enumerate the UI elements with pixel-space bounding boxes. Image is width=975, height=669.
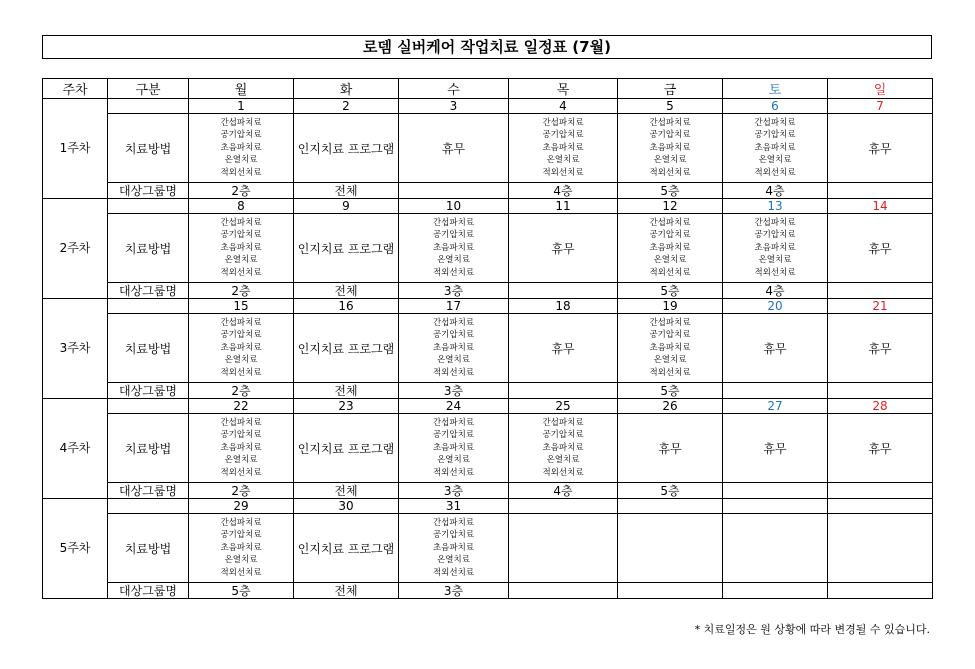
date-cell: 11	[509, 199, 618, 214]
therapy-item: 온열치료	[653, 255, 687, 266]
date-cell	[618, 499, 723, 514]
method-row-label: 치료방법	[108, 114, 189, 183]
footnote: * 치료일정은 원 상황에 따라 변경될 수 있습니다.	[694, 623, 930, 636]
rest-day: 휴무	[763, 441, 787, 456]
header-day-mon: 월	[189, 79, 294, 99]
method-row-label: 치료방법	[108, 314, 189, 383]
group-row-label: 대상그룹명	[108, 483, 189, 499]
cognitive-program: 인지치료 프로그램	[297, 541, 395, 556]
therapy-item: 초음파치료	[649, 242, 691, 253]
therapy-item: 초음파치료	[754, 142, 796, 153]
method-cell	[723, 414, 828, 483]
date-cell: 6	[723, 99, 828, 114]
rest-day: 휴무	[441, 141, 466, 156]
method-cell	[723, 214, 828, 283]
therapy-item: 온열치료	[224, 155, 258, 166]
method-cell	[189, 514, 294, 583]
date-cell: 29	[189, 499, 294, 514]
physical-therapy-list	[618, 317, 722, 379]
therapy-item: 공기압치료	[220, 530, 262, 541]
header-day-thu: 목	[509, 79, 618, 99]
therapy-item: 온열치료	[653, 355, 687, 366]
week-label: 5주차	[43, 499, 108, 599]
therapy-item: 초음파치료	[542, 442, 584, 453]
date-cell: 22	[189, 399, 294, 414]
therapy-item: 적외선치료	[432, 567, 475, 578]
therapy-item: 간섭파치료	[649, 117, 691, 128]
therapy-item: 온열치료	[437, 455, 470, 466]
therapy-item: 간섭파치료	[432, 517, 475, 528]
header-day-sun: 일	[828, 79, 933, 99]
physical-therapy-list	[399, 417, 508, 479]
group-row	[43, 283, 933, 299]
therapy-item: 적외선치료	[220, 167, 262, 178]
date-cell: 16	[294, 299, 399, 314]
method-cell	[509, 114, 618, 183]
group-cell	[828, 283, 933, 299]
group-cell: 전체	[294, 483, 399, 499]
therapy-item: 온열치료	[758, 155, 792, 166]
group-cell	[399, 183, 509, 199]
group-cell: 3층	[399, 283, 509, 299]
therapy-item: 간섭파치료	[432, 317, 475, 328]
method-cell	[189, 314, 294, 383]
method-cell	[189, 214, 294, 283]
date-cell	[723, 499, 828, 514]
method-cell	[399, 314, 509, 383]
date-cell: 25	[509, 399, 618, 414]
group-cell: 4층	[723, 283, 828, 299]
method-row	[43, 414, 933, 483]
date-cell: 7	[828, 99, 933, 114]
group-cell: 3층	[399, 483, 509, 499]
method-cell	[828, 314, 933, 383]
header-day-wed: 수	[399, 79, 509, 99]
therapy-item: 간섭파치료	[432, 217, 475, 228]
date-cell: 26	[618, 399, 723, 414]
method-cell	[294, 514, 399, 583]
method-cell	[294, 414, 399, 483]
date-cell: 17	[399, 299, 509, 314]
therapy-item: 온열치료	[546, 455, 580, 466]
therapy-item: 초음파치료	[649, 142, 691, 153]
therapy-item: 적외선치료	[542, 167, 584, 178]
therapy-item: 적외선치료	[432, 267, 475, 278]
therapy-item: 온열치료	[224, 555, 258, 566]
date-cell: 3	[399, 99, 509, 114]
group-cell: 5층	[618, 483, 723, 499]
group-cell: 3층	[399, 383, 509, 399]
date-cell: 13	[723, 199, 828, 214]
therapy-item: 적외선치료	[432, 467, 475, 478]
date-cell	[509, 499, 618, 514]
cognitive-program: 인지치료 프로그램	[297, 241, 395, 256]
cognitive-program: 인지치료 프로그램	[297, 141, 395, 156]
therapy-item: 공기압치료	[432, 530, 475, 541]
method-cell	[294, 114, 399, 183]
date-cell: 27	[723, 399, 828, 414]
group-cell: 4층	[509, 183, 618, 199]
group-cell: 2층	[189, 283, 294, 299]
therapy-item: 초음파치료	[432, 342, 475, 353]
method-cell	[509, 414, 618, 483]
schedule-table	[42, 78, 933, 599]
physical-therapy-list	[723, 217, 827, 279]
date-row	[43, 499, 933, 514]
therapy-item: 초음파치료	[220, 542, 262, 553]
method-cell	[509, 314, 618, 383]
group-cell: 5층	[618, 383, 723, 399]
physical-therapy-list	[509, 117, 617, 179]
group-row	[43, 483, 933, 499]
therapy-item: 간섭파치료	[542, 117, 584, 128]
group-cell: 4층	[509, 483, 618, 499]
method-cell	[828, 114, 933, 183]
method-row-label: 치료방법	[108, 414, 189, 483]
date-cell: 19	[618, 299, 723, 314]
physical-therapy-list	[399, 217, 508, 279]
therapy-item: 적외선치료	[220, 267, 262, 278]
therapy-item: 적외선치료	[220, 467, 262, 478]
date-row	[43, 199, 933, 214]
header-day-sat: 토	[723, 79, 828, 99]
group-cell: 3층	[399, 583, 509, 599]
method-cell	[399, 514, 509, 583]
method-cell	[828, 214, 933, 283]
date-cell: 10	[399, 199, 509, 214]
group-cell	[723, 383, 828, 399]
physical-therapy-list	[618, 117, 722, 179]
therapy-item: 간섭파치료	[754, 217, 796, 228]
therapy-item: 공기압치료	[542, 130, 584, 141]
method-cell	[618, 414, 723, 483]
therapy-item: 적외선치료	[220, 367, 262, 378]
week-label: 4주차	[43, 399, 108, 499]
week-label: 2주차	[43, 199, 108, 299]
method-row-label: 치료방법	[108, 214, 189, 283]
group-cell	[828, 483, 933, 499]
date-row-label	[108, 99, 189, 114]
therapy-item: 초음파치료	[220, 442, 262, 453]
method-row	[43, 514, 933, 583]
therapy-item: 적외선치료	[754, 267, 796, 278]
group-row-label: 대상그룹명	[108, 183, 189, 199]
therapy-item: 공기압치료	[649, 230, 691, 241]
date-row-label	[108, 399, 189, 414]
header-day-fri: 금	[618, 79, 723, 99]
date-cell: 21	[828, 299, 933, 314]
therapy-item: 적외선치료	[542, 467, 584, 478]
physical-therapy-list	[189, 117, 293, 179]
group-cell	[723, 483, 828, 499]
group-cell	[509, 383, 618, 399]
method-cell	[509, 514, 618, 583]
therapy-item: 적외선치료	[754, 167, 796, 178]
therapy-item: 공기압치료	[649, 130, 691, 141]
therapy-item: 온열치료	[437, 355, 470, 366]
group-cell: 전체	[294, 583, 399, 599]
header-week: 주차	[43, 79, 108, 99]
date-cell: 4	[509, 99, 618, 114]
method-cell	[399, 214, 509, 283]
method-cell	[399, 414, 509, 483]
therapy-item: 간섭파치료	[542, 417, 584, 428]
date-cell: 30	[294, 499, 399, 514]
physical-therapy-list	[399, 517, 508, 579]
therapy-item: 간섭파치료	[220, 517, 262, 528]
date-cell: 9	[294, 199, 399, 214]
method-row	[43, 114, 933, 183]
therapy-item: 공기압치료	[220, 230, 262, 241]
physical-therapy-list	[189, 317, 293, 379]
therapy-item: 초음파치료	[649, 342, 691, 353]
method-cell	[723, 514, 828, 583]
therapy-item: 간섭파치료	[754, 117, 796, 128]
method-cell	[399, 114, 509, 183]
therapy-item: 초음파치료	[220, 342, 262, 353]
group-row-label: 대상그룹명	[108, 283, 189, 299]
method-cell	[618, 214, 723, 283]
therapy-item: 적외선치료	[649, 167, 691, 178]
method-cell	[509, 214, 618, 283]
method-cell	[618, 314, 723, 383]
group-cell: 전체	[294, 283, 399, 299]
date-cell: 18	[509, 299, 618, 314]
therapy-item: 초음파치료	[432, 242, 475, 253]
rest-day: 휴무	[868, 441, 892, 456]
header-row	[43, 79, 933, 99]
therapy-item: 공기압치료	[754, 230, 796, 241]
week-label: 1주차	[43, 99, 108, 199]
date-cell: 5	[618, 99, 723, 114]
group-cell: 2층	[189, 483, 294, 499]
header-category: 구분	[108, 79, 189, 99]
group-cell: 5층	[618, 283, 723, 299]
physical-therapy-list	[723, 117, 827, 179]
therapy-item: 초음파치료	[754, 242, 796, 253]
therapy-item: 간섭파치료	[432, 417, 475, 428]
group-cell	[828, 583, 933, 599]
group-cell	[828, 383, 933, 399]
group-cell: 2층	[189, 183, 294, 199]
group-cell: 5층	[189, 583, 294, 599]
physical-therapy-list	[399, 317, 508, 379]
date-cell: 2	[294, 99, 399, 114]
week-label: 3주차	[43, 299, 108, 399]
therapy-item: 초음파치료	[542, 142, 584, 153]
therapy-item: 적외선치료	[649, 267, 691, 278]
method-cell	[294, 314, 399, 383]
group-cell	[723, 583, 828, 599]
cognitive-program: 인지치료 프로그램	[297, 441, 395, 456]
group-cell	[828, 183, 933, 199]
group-row	[43, 583, 933, 599]
therapy-item: 공기압치료	[432, 330, 475, 341]
method-row	[43, 214, 933, 283]
therapy-item: 간섭파치료	[649, 317, 691, 328]
therapy-item: 적외선치료	[432, 367, 475, 378]
group-cell: 전체	[294, 183, 399, 199]
rest-day: 휴무	[551, 241, 575, 256]
date-cell: 20	[723, 299, 828, 314]
group-cell: 5층	[618, 183, 723, 199]
method-cell	[723, 114, 828, 183]
method-cell	[828, 514, 933, 583]
therapy-item: 공기압치료	[754, 130, 796, 141]
therapy-item: 온열치료	[437, 555, 470, 566]
date-cell: 23	[294, 399, 399, 414]
date-row	[43, 99, 933, 114]
date-cell: 8	[189, 199, 294, 214]
therapy-item: 적외선치료	[649, 367, 691, 378]
therapy-item: 공기압치료	[220, 130, 262, 141]
physical-therapy-list	[509, 417, 617, 479]
rest-day: 휴무	[868, 341, 892, 356]
therapy-item: 초음파치료	[432, 542, 475, 553]
therapy-item: 공기압치료	[432, 430, 475, 441]
therapy-item: 간섭파치료	[220, 217, 262, 228]
therapy-item: 공기압치료	[432, 230, 475, 241]
date-cell: 28	[828, 399, 933, 414]
therapy-item: 초음파치료	[220, 142, 262, 153]
therapy-item: 간섭파치료	[220, 417, 262, 428]
method-cell	[618, 514, 723, 583]
group-cell	[509, 583, 618, 599]
rest-day: 휴무	[868, 141, 892, 156]
rest-day: 휴무	[551, 341, 575, 356]
therapy-item: 초음파치료	[220, 242, 262, 253]
group-row-label: 대상그룹명	[108, 583, 189, 599]
physical-therapy-list	[618, 217, 722, 279]
date-cell: 12	[618, 199, 723, 214]
physical-therapy-list	[189, 417, 293, 479]
therapy-item: 초음파치료	[432, 442, 475, 453]
therapy-item: 간섭파치료	[220, 117, 262, 128]
physical-therapy-list	[189, 517, 293, 579]
group-cell	[618, 583, 723, 599]
therapy-item: 공기압치료	[220, 330, 262, 341]
cognitive-program: 인지치료 프로그램	[297, 341, 395, 356]
method-row	[43, 314, 933, 383]
therapy-item: 온열치료	[224, 455, 258, 466]
group-row	[43, 183, 933, 199]
group-cell: 4층	[723, 183, 828, 199]
group-row	[43, 383, 933, 399]
therapy-item: 공기압치료	[220, 430, 262, 441]
method-cell	[294, 214, 399, 283]
therapy-item: 온열치료	[224, 255, 258, 266]
method-cell	[828, 414, 933, 483]
physical-therapy-list	[189, 217, 293, 279]
date-cell: 15	[189, 299, 294, 314]
date-row-label	[108, 199, 189, 214]
therapy-item: 온열치료	[653, 155, 687, 166]
date-cell: 24	[399, 399, 509, 414]
therapy-item: 온열치료	[224, 355, 258, 366]
date-cell	[828, 499, 933, 514]
method-cell	[723, 314, 828, 383]
therapy-item: 온열치료	[437, 255, 470, 266]
method-cell	[618, 114, 723, 183]
therapy-item: 온열치료	[758, 255, 792, 266]
therapy-item: 공기압치료	[649, 330, 691, 341]
header-day-tue: 화	[294, 79, 399, 99]
group-cell: 전체	[294, 383, 399, 399]
method-row-label: 치료방법	[108, 514, 189, 583]
date-row	[43, 399, 933, 414]
date-cell: 31	[399, 499, 509, 514]
date-cell: 1	[189, 99, 294, 114]
rest-day: 휴무	[658, 441, 682, 456]
therapy-item: 공기압치료	[542, 430, 584, 441]
method-cell	[189, 414, 294, 483]
date-row-label	[108, 499, 189, 514]
therapy-item: 온열치료	[546, 155, 580, 166]
therapy-item: 간섭파치료	[220, 317, 262, 328]
rest-day: 휴무	[763, 341, 787, 356]
therapy-item: 적외선치료	[220, 567, 262, 578]
page-title: 로뎀 실버케어 작업치료 일정표 (7월)	[42, 35, 932, 59]
date-row-label	[108, 299, 189, 314]
group-cell: 2층	[189, 383, 294, 399]
therapy-item: 간섭파치료	[649, 217, 691, 228]
group-row-label: 대상그룹명	[108, 383, 189, 399]
group-cell	[509, 283, 618, 299]
date-cell: 14	[828, 199, 933, 214]
rest-day: 휴무	[868, 241, 892, 256]
date-row	[43, 299, 933, 314]
method-cell	[189, 114, 294, 183]
